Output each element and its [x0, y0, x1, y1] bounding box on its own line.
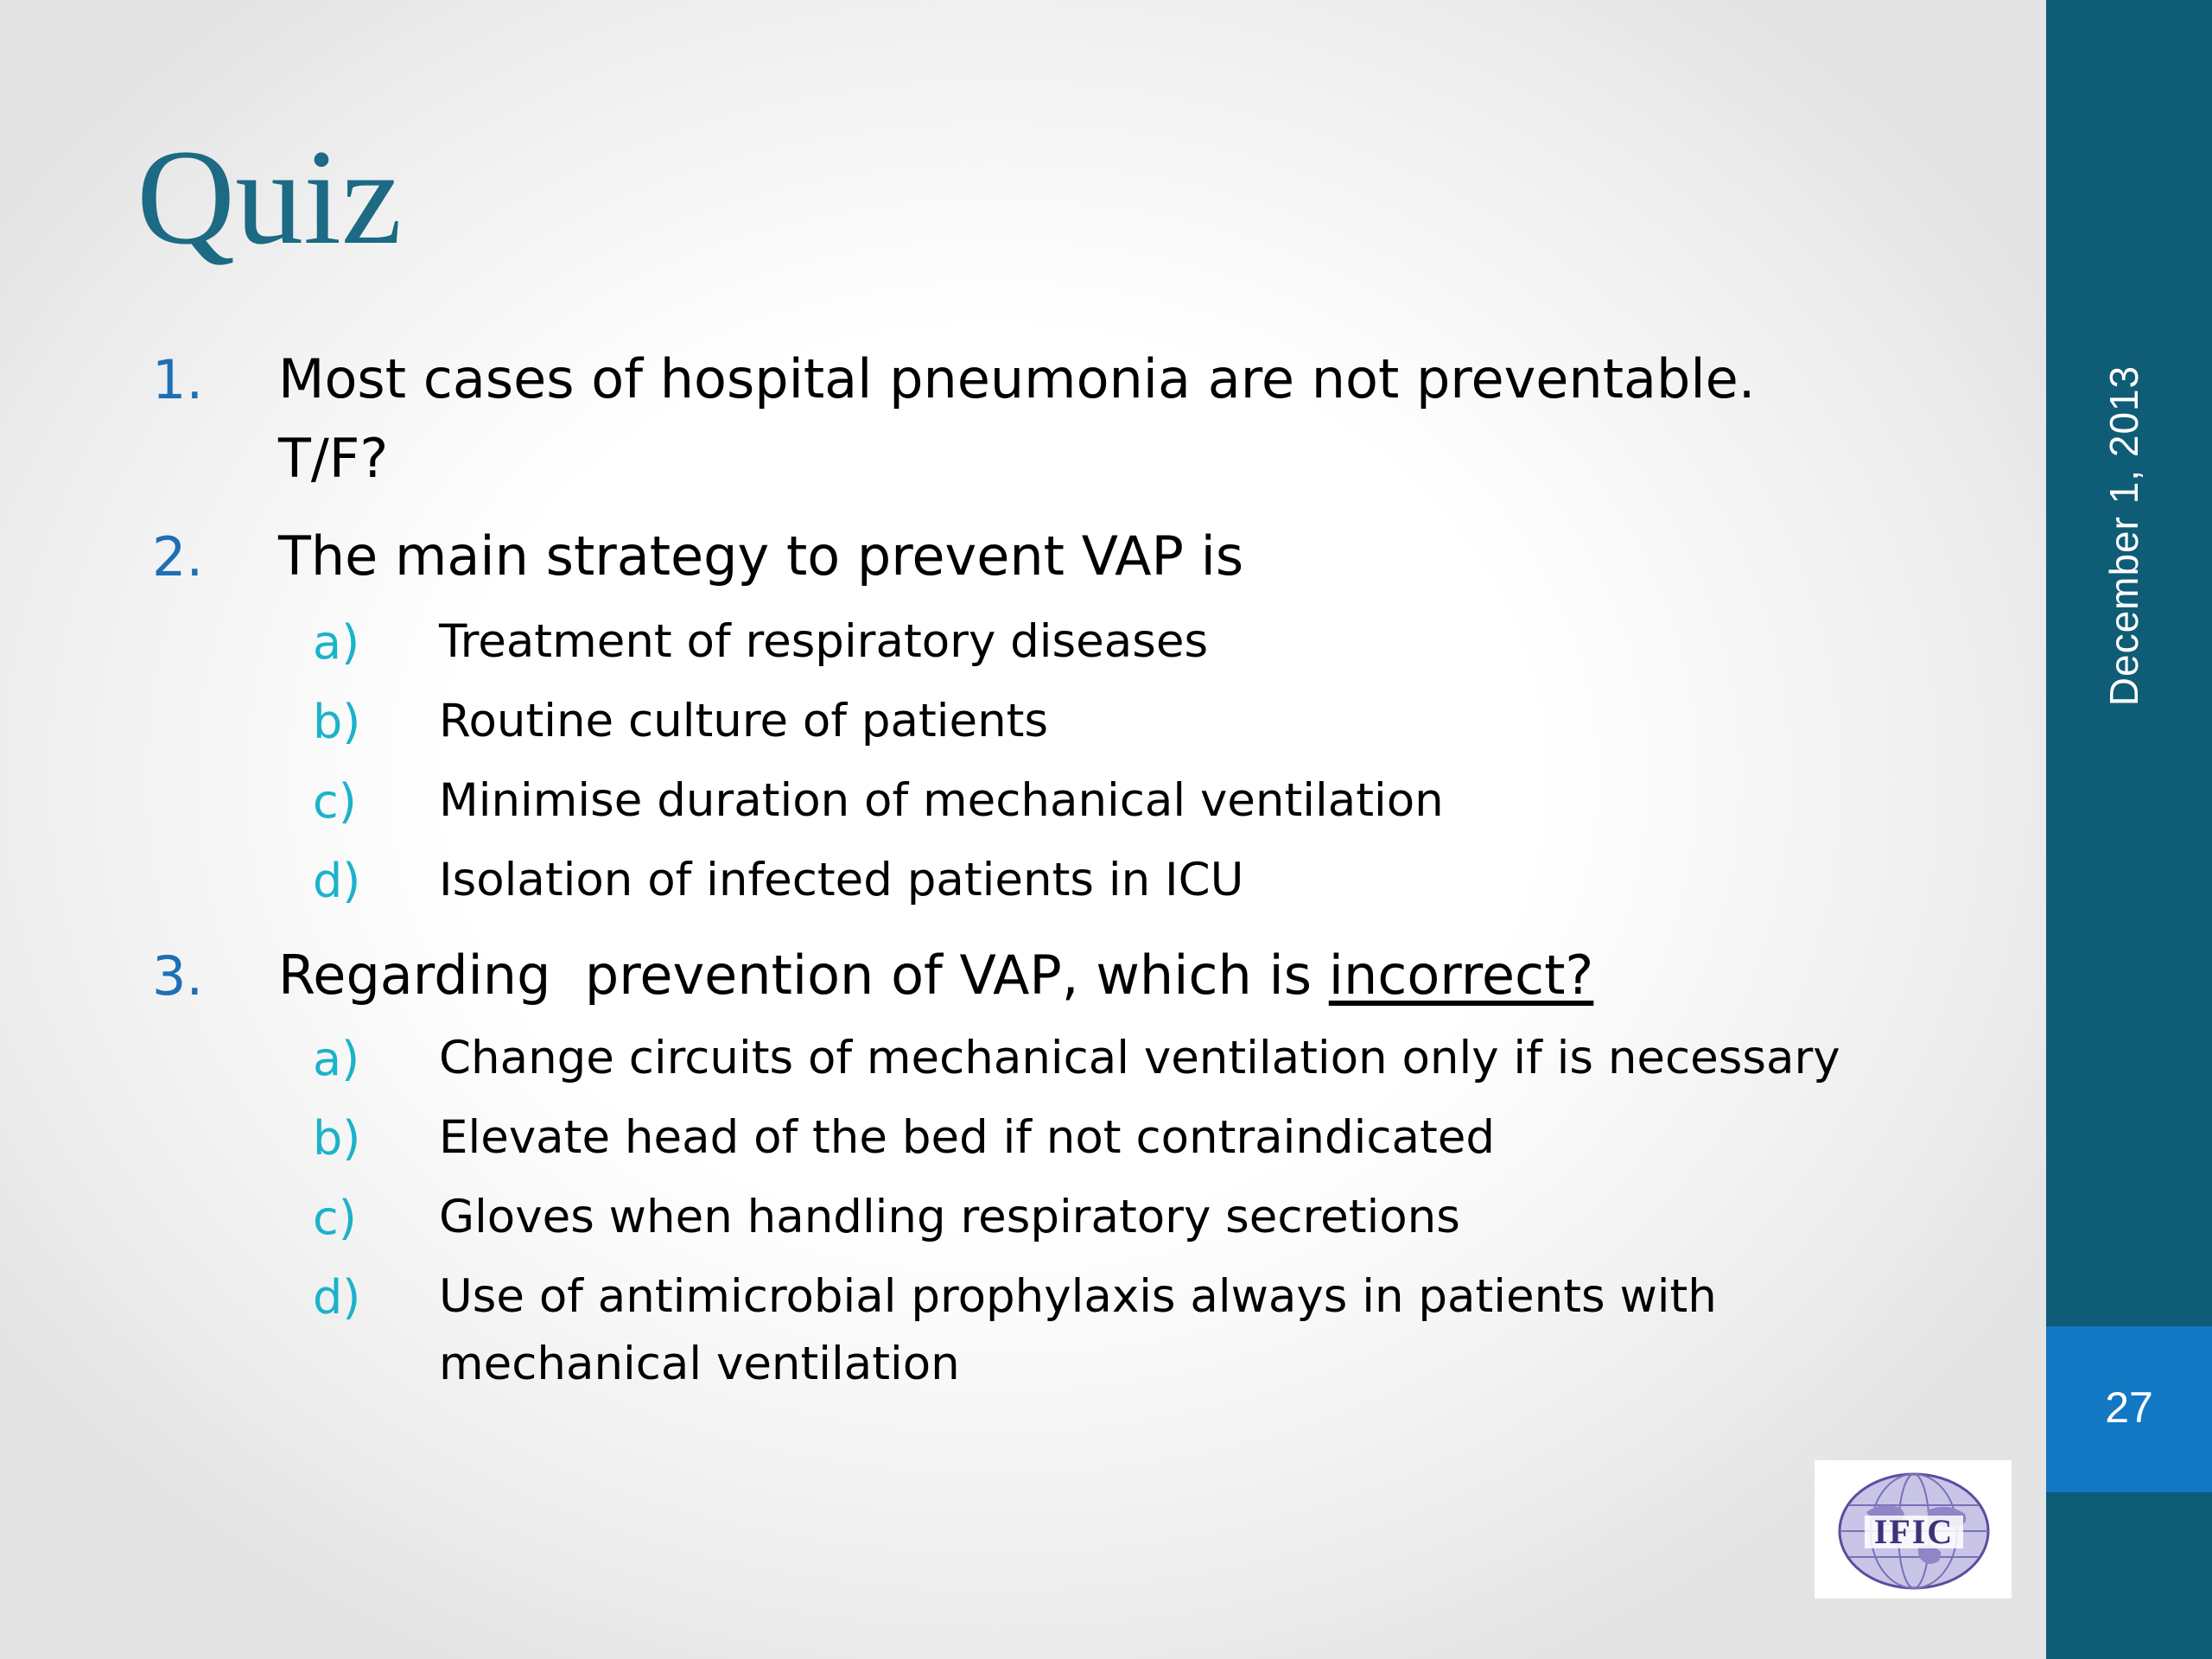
question-3-text-main: Regarding prevention of VAP, which is [278, 944, 1329, 1007]
question-3-option-b: Elevate head of the bed if not contraindicated [439, 1111, 1495, 1164]
question-3-option-a: Change circuits of mechanical ventilation only if is necessary [439, 1032, 1840, 1084]
question-2-option-b: Routine culture of patients [439, 695, 1049, 747]
question-3-option-b-letter: b) [313, 1111, 361, 1166]
question-3-option-a-letter: a) [313, 1032, 360, 1086]
slide-title: Quiz [137, 122, 403, 273]
question-2-option-c: Minimise duration of mechanical ventilation [439, 774, 1444, 827]
question-2-option-c-letter: c) [313, 774, 357, 829]
question-3-option-c: Gloves when handling respiratory secretions [439, 1191, 1460, 1243]
question-2-option-a-letter: a) [313, 615, 360, 670]
page-number: 27 [2105, 1383, 2153, 1432]
question-2-option-b-letter: b) [313, 695, 361, 749]
question-2-option-d-letter: d) [313, 854, 361, 908]
question-1-text: Most cases of hospital pneumonia are not preventable. T/F? [278, 347, 1756, 490]
question-1-number: 1. [152, 348, 204, 411]
svg-text:IFIC: IFIC [1873, 1512, 1955, 1551]
question-3-text [278, 936, 1816, 1015]
question-2-text: The main strategy to prevent VAP is [278, 524, 1244, 588]
ific-logo [1815, 1460, 2012, 1599]
question-3-underlined-word: incorrect? [1328, 944, 1594, 1007]
question-3-option-c-letter: c) [313, 1191, 357, 1245]
question-2-option-a: Treatment of respiratory diseases [439, 615, 1209, 668]
question-3-number: 3. [152, 944, 204, 1007]
question-3-option-d: Use of antimicrobial prophylaxis always in patients with mechanical ventilation [439, 1270, 1717, 1390]
slide-date: December 1, 2013 [2101, 365, 2146, 707]
question-2-option-d: Isolation of infected patients in ICU [439, 854, 1244, 906]
globe-logo-icon [1815, 1460, 2012, 1599]
question-2-number: 2. [152, 525, 204, 588]
question-3-option-d-letter: d) [313, 1270, 361, 1325]
